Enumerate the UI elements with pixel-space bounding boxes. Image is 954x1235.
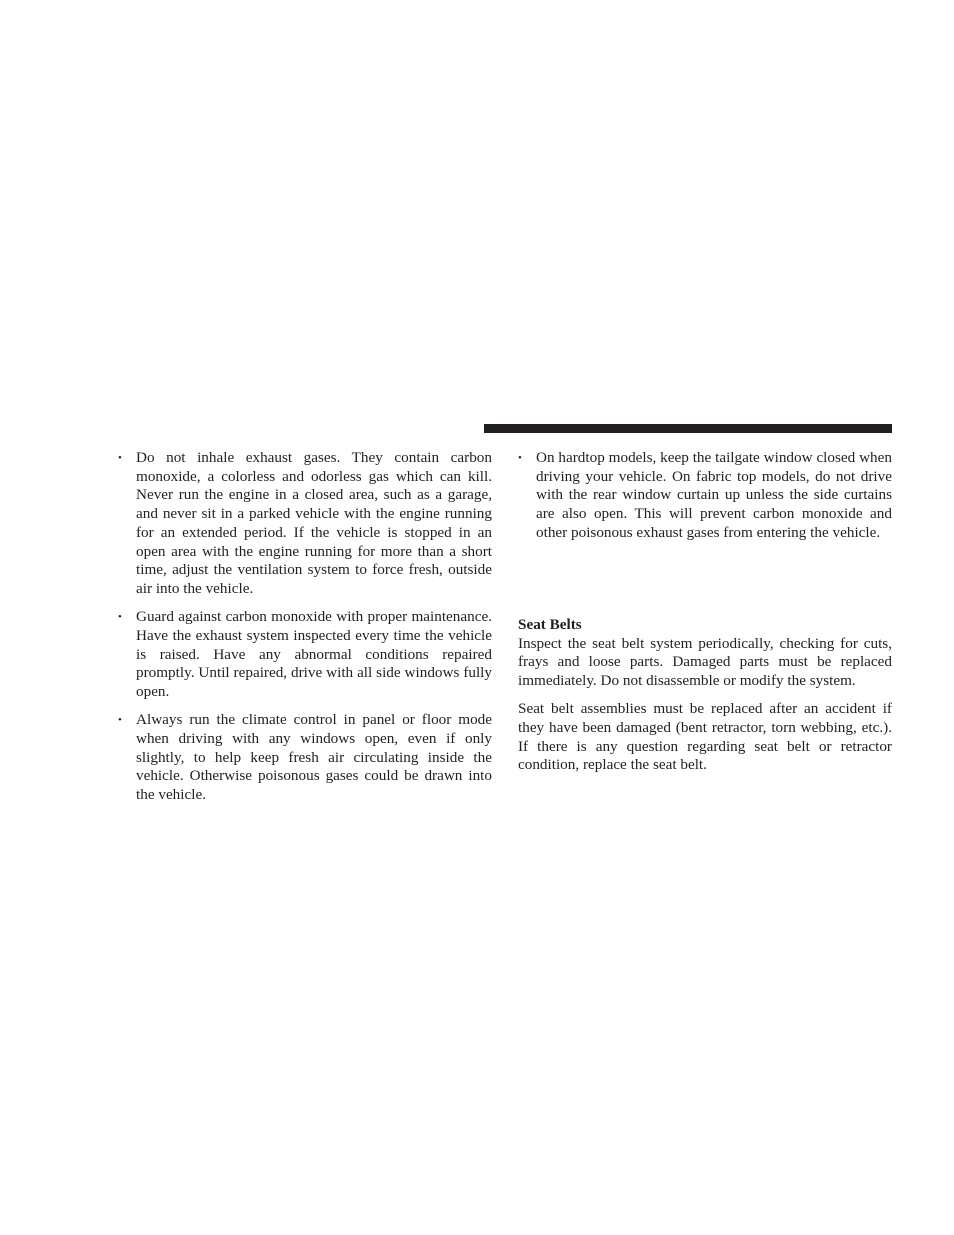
paragraph: Seat belt assemblies must be replaced after an accident if they have been damaged (bent retractor, torn webbing, etc.). If there is any question regarding seat belt or retractor condition, replace the seat belt. <box>518 700 892 774</box>
bullet-text: On hardtop models, keep the tailgate window closed when driving your vehicle. On fabric top models, do not drive with the rear window curtain up unless the side curtains are also open. This will prevent carbon monoxide and other poisonous exhaust gases from entering the vehicle. <box>536 449 892 541</box>
right-bullet-list <box>518 449 892 543</box>
bullet-text: Always run the climate control in panel or floor mode when driving with any windows open, even if only slightly, to help keep fresh air circulating inside the vehicle. Otherwise poisonous gases could be drawn into the vehicle. <box>136 711 492 803</box>
bullet-icon: • <box>518 452 522 464</box>
list-item <box>118 608 492 702</box>
left-column <box>118 449 492 814</box>
bullet-text: Do not inhale exhaust gases. They contain carbon monoxide, a colorless and odorless gas which can kill. Never run the engine in a closed area, such as a garage, and never sit in a parked vehicle with the engine running for an extended period. If the vehicle is stopped in an open area with the engine running for more than a short time, adjust the ventilation system to force fresh, outside air into the vehicle. <box>136 449 492 597</box>
bullet-icon: • <box>118 611 122 624</box>
list-item <box>518 449 892 543</box>
paragraph: Inspect the seat belt system periodically, checking for cuts, frays and loose parts. Damaged parts must be replaced immediately. Do not disassemble or modify the system. <box>518 634 892 690</box>
section-heading: Seat Belts <box>518 616 582 633</box>
list-item <box>118 449 492 599</box>
list-item <box>118 711 492 805</box>
seat-belts-section <box>518 616 892 785</box>
bullet-text: Guard against carbon monoxide with proper maintenance. Have the exhaust system inspected every time the vehicle is raised. Have any abnormal conditions repaired promptly. Until repaired, drive with all side windows fully open. <box>136 608 492 700</box>
section-rule-bar <box>484 424 892 433</box>
right-column <box>518 449 892 552</box>
bullet-icon: • <box>118 714 122 727</box>
left-bullet-list <box>118 449 492 805</box>
bullet-icon: • <box>118 452 122 464</box>
